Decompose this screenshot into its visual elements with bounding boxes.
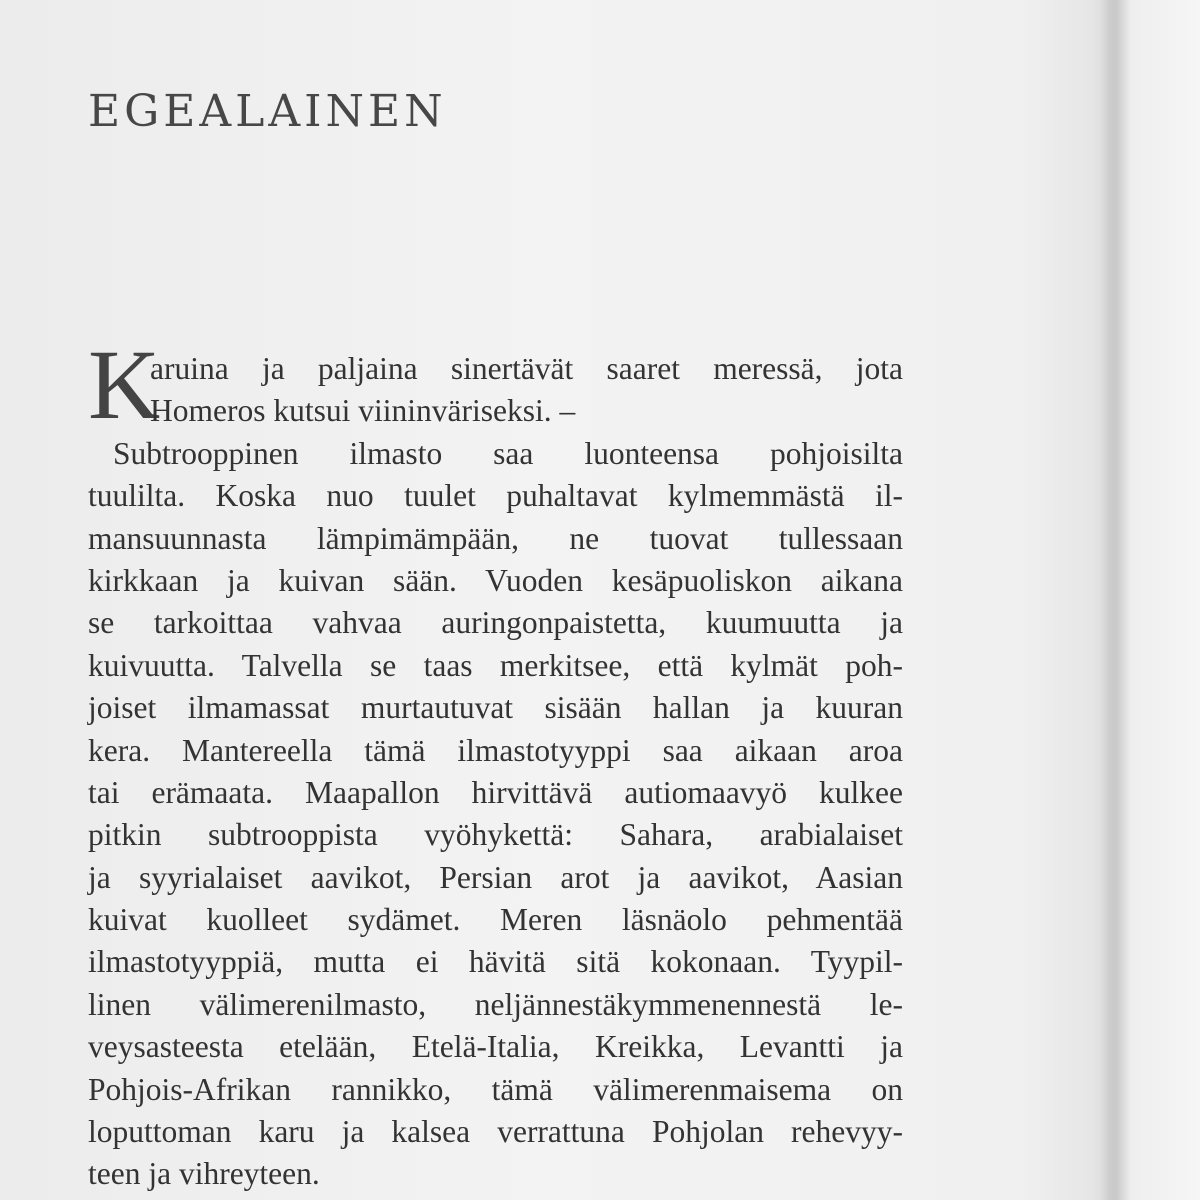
text-line: aruina ja paljaina sinertävät saaret meressä, jota bbox=[150, 351, 903, 386]
drop-cap: K bbox=[88, 329, 161, 440]
text-line: teen ja vihreyteen. bbox=[88, 1156, 320, 1192]
body-paragraphs bbox=[88, 348, 903, 1196]
text-line: kuivat kuolleet sydämet. Meren läsnäolo pehmentää bbox=[88, 902, 903, 938]
text-line: Homeros kutsui viininväriseksi. – bbox=[150, 393, 576, 429]
text-line: ilmastotyyppiä, mutta ei hävitä sitä kokonaan. Tyypil- bbox=[88, 944, 903, 980]
text-line: ja syyrialaiset aavikot, Persian arot ja aavikot, Aasian bbox=[88, 859, 903, 895]
text-line: kera. Mantereella tämä ilmastotyyppi saa aikaan aroa bbox=[88, 732, 903, 768]
chapter-title: EGEALAINEN bbox=[88, 86, 447, 137]
text-line: tuulilta. Koska nuo tuulet puhaltavat kylmemmästä il- bbox=[88, 478, 903, 514]
text-line: linen välimerenilmasto, neljännestäkymmenennestä le- bbox=[88, 986, 903, 1022]
text-line: mansuunnasta lämpimämpään, ne tuovat tullessaan bbox=[88, 520, 903, 556]
text-line: kuivuutta. Talvella se taas merkitsee, että kylmät poh- bbox=[88, 647, 903, 683]
text-line: kirkkaan ja kuivan sään. Vuoden kesäpuoliskon aikana bbox=[88, 562, 903, 598]
page-gutter-shadow bbox=[1100, 0, 1130, 1200]
text-line: Pohjois-Afrikan rannikko, tämä välimerenmaisema on bbox=[88, 1071, 903, 1107]
text-line: loputtoman karu ja kalsea verrattuna Pohjolan rehevyy- bbox=[88, 1114, 903, 1150]
text-line: tai erämaata. Maapallon hirvittävä autiomaavyö kulkee bbox=[88, 774, 903, 810]
text-line: Subtrooppinen ilmasto saa luonteensa pohjoisilta bbox=[113, 435, 903, 471]
text-line: veysasteesta etelään, Etelä-Italia, Kreikka, Levantti ja bbox=[88, 1029, 903, 1065]
text-line: pitkin subtrooppista vyöhykettä: Sahara, arabialaiset bbox=[88, 817, 903, 853]
text-line: joiset ilmamassat murtautuvat sisään hallan ja kuuran bbox=[88, 690, 903, 726]
text-line: se tarkoittaa vahvaa auringonpaistetta, kuumuutta ja bbox=[88, 605, 903, 641]
